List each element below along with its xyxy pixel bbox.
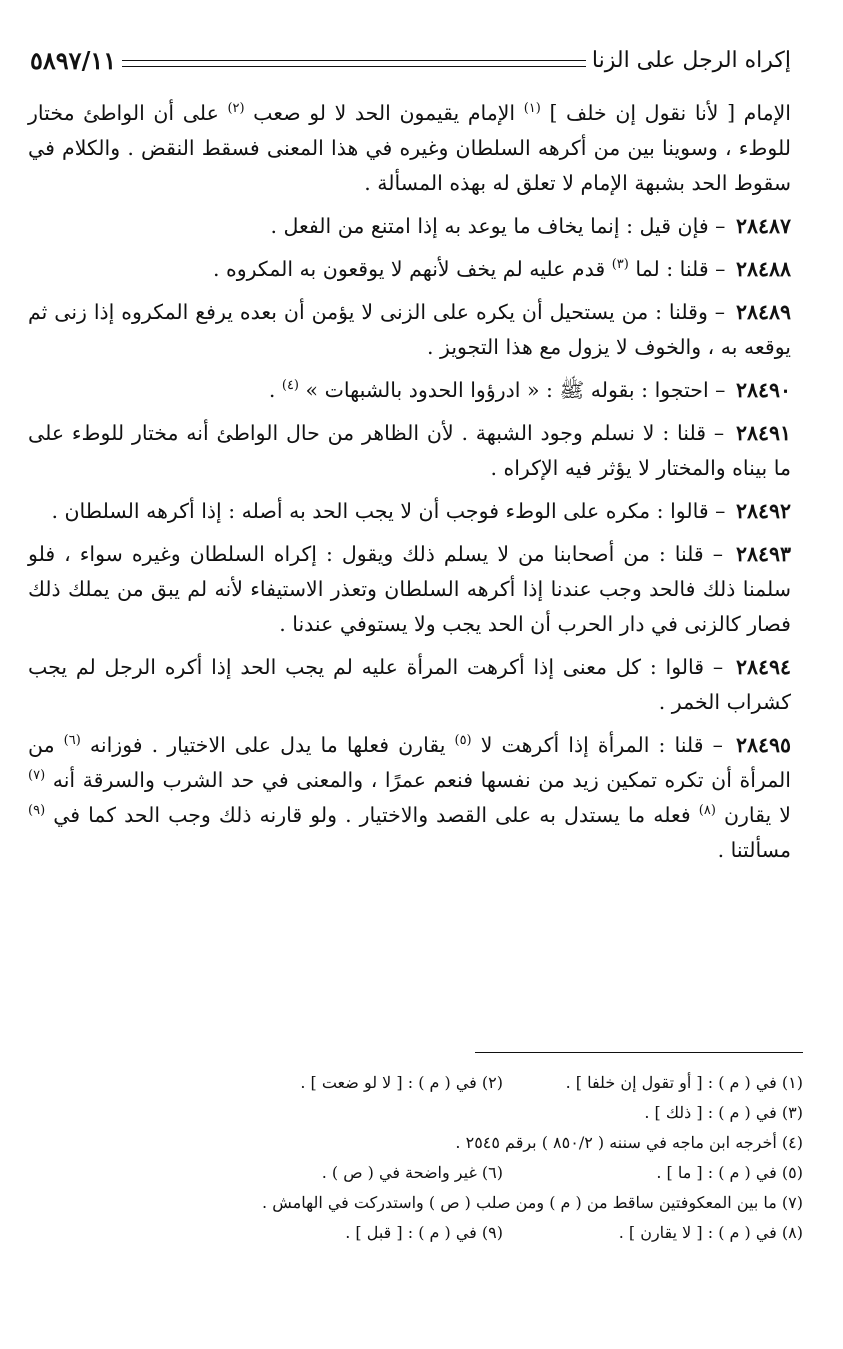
- running-header: [30, 40, 791, 80]
- text-run: يقارن فعلها ما يدل على الاختيار . فوزانه: [80, 733, 455, 757]
- text-run: الإمام يقيمون الحد لا لو صعب: [244, 101, 524, 125]
- text-run: لا يقارن: [715, 803, 791, 827]
- footnote-row: [28, 1068, 803, 1098]
- footnote-9: (٩) في ( م ) : [ قبل ] .: [345, 1223, 503, 1242]
- paragraph: [28, 537, 791, 642]
- footnote-row: [28, 1188, 803, 1218]
- footnote-reference: (٨): [698, 803, 716, 819]
- paragraph-number: ٢٨٤٨٩: [735, 300, 791, 324]
- footnote-reference: (٥): [454, 733, 472, 749]
- footnote-3: (٣) في ( م ) : [ ذلك ] .: [644, 1103, 803, 1122]
- text-run: من المرأة أن تكره تمكين زيد من نفسها فنعم عمرًا ، والمعنى في حد الشرب والسرقة أنه: [28, 733, 791, 792]
- header-double-rule: [122, 60, 586, 67]
- footnote-1: (١) في ( م ) : [ أو تقول إن خلفا ] .: [565, 1073, 803, 1092]
- paragraph: [28, 650, 791, 720]
- text-run: – فإن قيل : إنما يخاف ما يوعد به إذا امتنع من الفعل .: [270, 214, 732, 238]
- paragraph-number: ٢٨٤٩٣: [735, 542, 791, 566]
- paragraph-number: ٢٨٤٩٥: [735, 733, 791, 757]
- footnotes: [28, 1068, 803, 1248]
- footnote-row: [28, 1158, 803, 1188]
- footnote-reference: (٢): [227, 101, 245, 117]
- footnote-7: (٧) ما بين المعكوفتين ساقط من ( م ) ومن صلب ( ص ) واستدركت في الهامش .: [262, 1193, 803, 1212]
- text-run: على أن الواطئ مختار للوطء ، وسوينا بين من أكرهه السلطان وغيره في هذا المعنى فسقط النقض . والكلام في سقوط الحد بشبهة الإمام لا تعلق له بهذه المسألة .: [28, 101, 791, 195]
- footnote-row: [28, 1128, 803, 1158]
- paragraph: [28, 494, 791, 529]
- text-run: قدم عليه لم يخف لأنهم لا يوقعون به المكروه .: [212, 257, 612, 281]
- text-run: – قلنا : لما: [628, 257, 732, 281]
- paragraph: [28, 209, 791, 244]
- paragraph-number: ٢٨٤٩٢: [735, 499, 791, 523]
- paragraph: [28, 728, 791, 868]
- footnote-2: (٢) في ( م ) : [ لا لو ضعت ] .: [300, 1073, 503, 1092]
- footnote-reference: (٤): [281, 378, 299, 394]
- footnote-reference: (٧): [28, 768, 46, 784]
- paragraph-number: ٢٨٤٩٤: [735, 655, 791, 679]
- paragraph-number: ٢٨٤٨٧: [735, 214, 791, 238]
- text-run: الإمام [ لأنا نقول إن خلف ]: [540, 101, 791, 125]
- text-run: – قالوا : مكره على الوطء فوجب أن لا يجب الحد به أصله : إذا أكرهه السلطان .: [51, 499, 732, 523]
- footnote-6: (٦) غير واضحة في ( ص ) .: [321, 1163, 503, 1182]
- text-run: – قلنا : من أصحابنا من لا يسلم ذلك ويقول : إكراه السلطان وغيره سواء ، فلو سلمنا ذلك فالحد وجب عندنا إذا أكرهه السلطان وتعذر الاستيفاء لأنه لم يبق من يملك ذلك فصار كالزنى في دار الحرب أن الحد يجب ولا يستوفي عندنا .: [28, 542, 791, 636]
- text-run: – وقلنا : من يستحيل أن يكره على الزنى لا يؤمن أن بعده يرفع المكروه إذا زنى ثم يوقعه به ، والخوف لا يزول مع هذا التجويز .: [28, 300, 791, 359]
- text-run: فعله ما يستدل به على القصد والاختيار . ولو قارنه ذلك وجب الحد كما في: [45, 803, 699, 827]
- page-number: ٥٨٩٧/١١: [30, 45, 117, 75]
- chapter-title: إكراه الرجل على الزنا: [591, 47, 791, 73]
- paragraph: [28, 252, 791, 287]
- paragraph-number: ٢٨٤٨٨: [735, 257, 791, 281]
- footnote-8: (٨) في ( م ) : [ لا يقارن ] .: [618, 1223, 803, 1242]
- paragraph-number: ٢٨٤٩١: [735, 421, 791, 445]
- text-run: – قلنا : لا نسلم وجود الشبهة . لأن الظاهر من حال الواطئ أنه مختار للوطء على ما بيناه والمختار لا يؤثر فيه الإكراه .: [28, 421, 791, 480]
- paragraph: [28, 416, 791, 486]
- footnote-reference: (١): [523, 101, 541, 117]
- footnote-5: (٥) في ( م ) : [ ما ] .: [656, 1163, 803, 1182]
- text-run: – قالوا : كل معنى إذا أكرهت المرأة عليه لم يجب الحد إذا أكره الرجل لم يجب كشراب الخمر .: [28, 655, 791, 714]
- footnote-reference: (٩): [28, 803, 46, 819]
- footnote-reference: (٦): [63, 733, 81, 749]
- paragraph: [28, 373, 791, 408]
- text-run: .: [268, 378, 282, 402]
- footnote-separator: [475, 1052, 803, 1053]
- footnote-row: [28, 1098, 803, 1128]
- text-run: – قلنا : المرأة إذا أكرهت لا: [471, 733, 732, 757]
- main-text: [28, 96, 791, 876]
- text-run: مسألتنا .: [717, 838, 791, 862]
- text-run: – احتجوا : بقوله ﷺ : « ادرؤوا الحدود بالشبهات »: [299, 378, 732, 402]
- paragraph-number: ٢٨٤٩٠: [735, 378, 791, 402]
- paragraph: [28, 96, 791, 201]
- footnote-row: [28, 1218, 803, 1248]
- paragraph: [28, 295, 791, 365]
- footnote-reference: (٣): [611, 257, 629, 273]
- footnote-4: (٤) أخرجه ابن ماجه في سننه ( ٨٥٠/٢ ) برقم ٢٥٤٥ .: [455, 1133, 803, 1152]
